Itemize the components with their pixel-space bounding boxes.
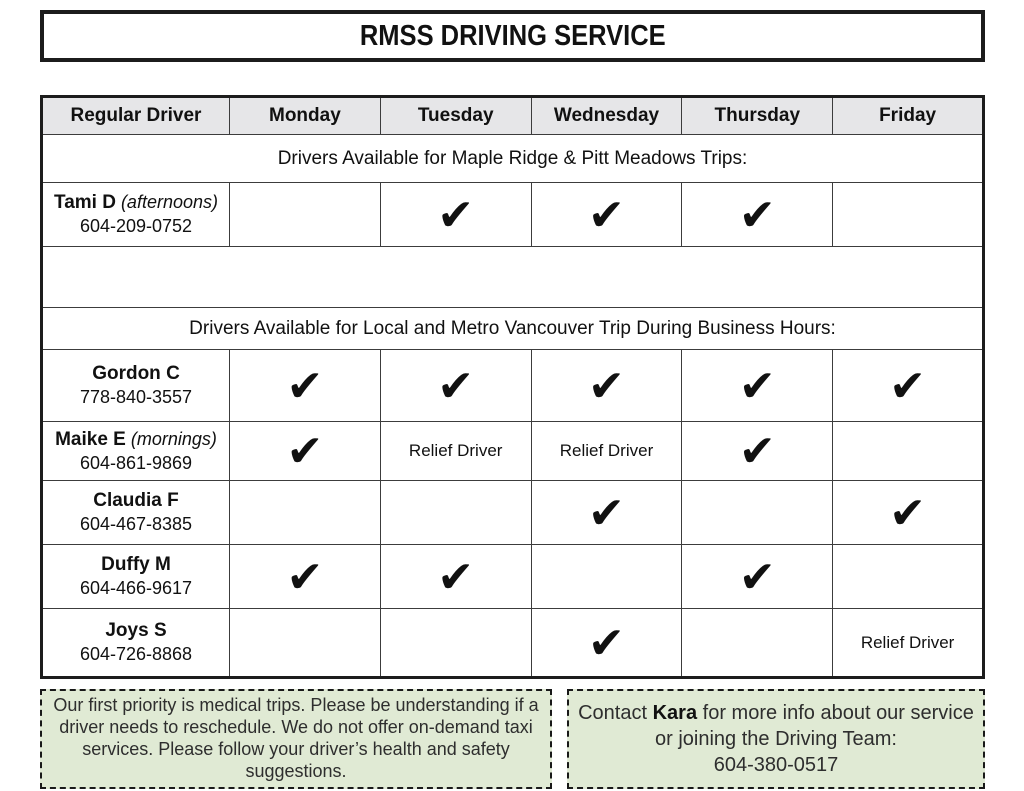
contact-prefix: Contact [578, 701, 653, 724]
schedule-cell [833, 545, 984, 609]
schedule-cell [380, 481, 531, 545]
schedule-page [40, 10, 985, 789]
schedule-cell: ✔ [230, 422, 381, 481]
driver-info [42, 422, 230, 481]
schedule-cell: ✔ [833, 350, 984, 422]
spacer-row [42, 247, 984, 308]
table-row [42, 350, 984, 422]
priority-note-box [40, 689, 552, 789]
table-row [42, 609, 984, 678]
schedule-cell: ✔ [682, 545, 833, 609]
schedule-cell: Relief Driver [833, 609, 984, 678]
table-row [42, 422, 984, 481]
driver-info [42, 350, 230, 422]
driver-name: Maike E [55, 428, 126, 450]
schedule-cell [230, 481, 381, 545]
footer-notes [40, 689, 985, 789]
section-label: Drivers Available for Local and Metro Vancouver Trip During Business Hours: [42, 308, 984, 350]
contact-phone: 604-380-0517 [713, 753, 839, 776]
column-header-tuesday: Tuesday [380, 97, 531, 135]
driver-info [42, 183, 230, 247]
schedule-cell: ✔ [230, 545, 381, 609]
section-label: Drivers Available for Maple Ridge & Pitt Meadows Trips: [42, 135, 984, 183]
schedule-cell [230, 609, 381, 678]
driver-phone: 604-209-0752 [79, 216, 193, 237]
page-title: RMSS DRIVING SERVICE [359, 19, 666, 52]
schedule-cell [380, 609, 531, 678]
empty-cell [42, 247, 984, 308]
contact-note-box [567, 689, 985, 789]
schedule-cell: Relief Driver [531, 422, 682, 481]
driver-name: Duffy M [101, 554, 171, 576]
driver-name: Claudia F [93, 490, 179, 512]
driver-qualifier: (mornings) [125, 428, 217, 449]
driver-info [42, 545, 230, 609]
driver-qualifier: (afternoons) [115, 192, 218, 213]
driver-info [42, 481, 230, 545]
contact-note-text [577, 700, 975, 752]
schedule-cell [833, 183, 984, 247]
schedule-cell: ✔ [230, 350, 381, 422]
table-row [42, 545, 984, 609]
driver-name: Joys S [105, 620, 167, 642]
schedule-cell [833, 422, 984, 481]
column-header-friday: Friday [833, 97, 984, 135]
schedule-cell: ✔ [531, 183, 682, 247]
title-box [40, 10, 985, 62]
driver-name: Tami D [54, 192, 116, 214]
schedule-cell [531, 545, 682, 609]
driver-name: Gordon C [92, 363, 180, 385]
driver-info [42, 609, 230, 678]
driver-phone: 604-726-8868 [79, 644, 193, 665]
schedule-cell: ✔ [531, 481, 682, 545]
driver-phone: 604-467-8385 [79, 514, 193, 535]
schedule-cell [682, 481, 833, 545]
schedule-cell: ✔ [380, 545, 531, 609]
column-header-driver: Regular Driver [42, 97, 230, 135]
column-header-monday: Monday [230, 97, 381, 135]
schedule-cell: ✔ [380, 183, 531, 247]
contact-suffix: for more info about our service or joining the Driving Team: [655, 701, 974, 750]
schedule-cell [682, 609, 833, 678]
schedule-cell: ✔ [682, 183, 833, 247]
table-row [42, 183, 984, 247]
section-row-maple-ridge [42, 135, 984, 183]
contact-name: Kara [652, 701, 698, 724]
driver-phone: 604-466-9617 [79, 578, 193, 599]
priority-note-text: Our first priority is medical trips. Please be understanding if a driver needs to reschedule. We do not offer on-demand taxi services. Please follow your driver’s health and safety suggestions. [53, 695, 539, 781]
schedule-cell [230, 183, 381, 247]
driving-schedule-table [40, 95, 985, 679]
driver-phone: 778-840-3557 [79, 387, 193, 408]
driver-phone: 604-861-9869 [79, 452, 193, 473]
header-row [42, 97, 984, 135]
schedule-cell: ✔ [380, 350, 531, 422]
section-row-local-metro [42, 308, 984, 350]
schedule-cell: ✔ [531, 609, 682, 678]
column-header-thursday: Thursday [682, 97, 833, 135]
table-row [42, 481, 984, 545]
schedule-cell: Relief Driver [380, 422, 531, 481]
schedule-cell: ✔ [833, 481, 984, 545]
schedule-cell: ✔ [531, 350, 682, 422]
schedule-cell: ✔ [682, 422, 833, 481]
schedule-cell: ✔ [682, 350, 833, 422]
column-header-wednesday: Wednesday [531, 97, 682, 135]
